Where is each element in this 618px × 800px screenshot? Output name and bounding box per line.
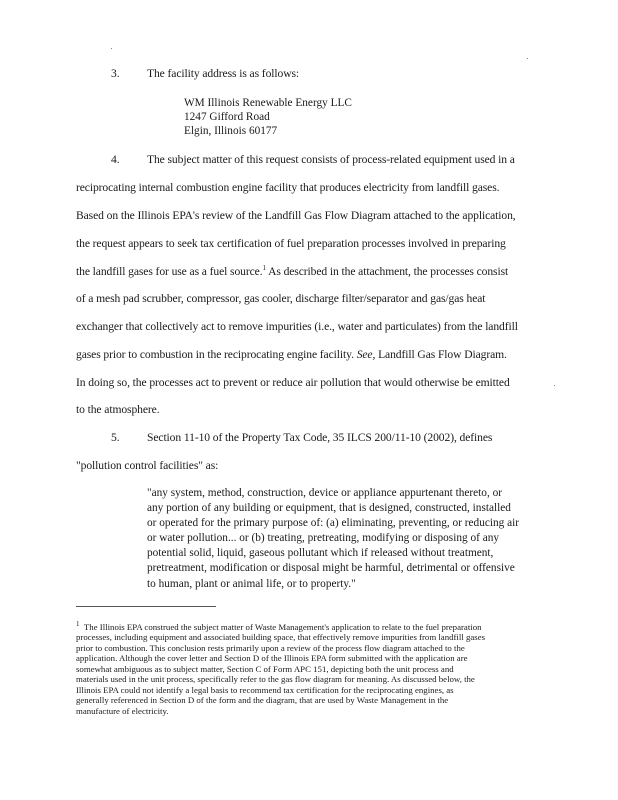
scan-speck <box>111 48 112 49</box>
para4-line: exchanger that collectively act to remove impurities (i.e., water and particulates) from the landfill <box>76 320 518 333</box>
footnote-line: generally referenced in Section D of the form and the diagram, that are used by Waste Management in the <box>76 695 449 706</box>
quote-line: to human, plant or animal life, or to property." <box>147 577 356 590</box>
para4-line: In doing so, the processes act to prevent or reduce air pollution that would otherwise be emitted <box>76 376 510 389</box>
footnote-line: processes, including equipment and associated building space, that effectively remove impurities from landfill gases <box>76 632 486 643</box>
scan-speck <box>554 385 555 386</box>
para4-line: The subject matter of this request consists of process-related equipment used in a <box>147 153 515 166</box>
para3-number: 3. <box>111 67 120 80</box>
footnote-line: Illinois EPA could not identify a legal basis to recommend tax certification for the reciprocating engines, as <box>76 684 454 695</box>
para4-line-text: As described in the attachment, the processes consist <box>265 264 509 278</box>
footnote-line: materials used in the unit process, specifically refer to the gas flow diagram for meaning. As discussed below, the <box>76 674 475 685</box>
footnote-line: application. Although the cover letter and Section D of the Illinois EPA form submitted with the application are <box>76 653 468 664</box>
footnote-separator <box>76 606 216 607</box>
footnote <box>76 619 485 716</box>
para4-line: of a mesh pad scrubber, compressor, gas cooler, discharge filter/separator and gas/gas heat <box>76 292 486 305</box>
para5-line: "pollution control facilities" as: <box>76 459 219 472</box>
quote-line: pretreatment, modification or disposal might be harmful, detrimental or offensive <box>147 562 515 575</box>
address-line: WM Illinois Renewable Energy LLC <box>184 97 352 109</box>
para4-line: to the atmosphere. <box>76 403 160 416</box>
para4-line <box>76 264 508 278</box>
para5-number: 5. <box>111 431 120 444</box>
para4-line: the request appears to seek tax certification of fuel preparation processes involved in preparing <box>76 237 506 250</box>
address-line: Elgin, Illinois 60177 <box>184 125 278 137</box>
scan-speck <box>527 58 528 59</box>
para4-line-text: gases prior to combustion in the reciprocating engine facility. <box>76 348 357 361</box>
footnote-line: somewhat ambiguous as to subject matter, Section C of Form APC 151, depicting both the unit process and <box>76 663 454 674</box>
block-quote <box>147 486 519 592</box>
para5-line: Section 11-10 of the Property Tax Code, 35 ILCS 200/11-10 (2002), defines <box>147 431 493 444</box>
para4-line <box>76 348 507 361</box>
para4-line-text: the landfill gases for use as a fuel source. <box>76 264 263 278</box>
para4-number: 4. <box>111 153 120 166</box>
quote-line: or operated for the primary purpose of: (a) eliminating, preventing, or reducing air <box>147 517 520 530</box>
facility-address <box>184 96 352 138</box>
quote-line: or water pollution... or (b) treating, pretreating, modifying or disposing of any <box>147 532 500 545</box>
footnote-line <box>76 619 485 632</box>
quote-line: potential solid, liquid, gaseous pollutant which if released without treatment, <box>147 547 494 560</box>
quote-line: any portion of any building or equipment, that is designed, constructed, installed <box>147 502 511 515</box>
para3-text: The facility address is as follows: <box>147 67 300 80</box>
para4-line-text: Landfill Gas Flow Diagram. <box>375 348 507 361</box>
quote-line: "any system, method, construction, device or appliance appurtenant thereto, or <box>147 487 503 499</box>
footnote-line: manufacture of electricity. <box>76 705 169 716</box>
see-signal: See, <box>356 348 376 361</box>
para4-line: reciprocating internal combustion engine facility that produces electricity from landfill gases. <box>76 181 500 194</box>
footnote-line: prior to combustion. This conclusion rests primarily upon a review of the process flow diagram attached to the <box>76 642 465 653</box>
para4-line: Based on the Illinois EPA's review of the Landfill Gas Flow Diagram attached to the application, <box>76 209 516 222</box>
footnote-reference: 1 <box>262 264 266 272</box>
footnote-text: The Illinois EPA construed the subject matter of Waste Management's application to relate to the fuel preparation <box>83 621 482 632</box>
address-line: 1247 Gifford Road <box>184 111 270 123</box>
footnote-marker: 1 <box>76 620 80 628</box>
